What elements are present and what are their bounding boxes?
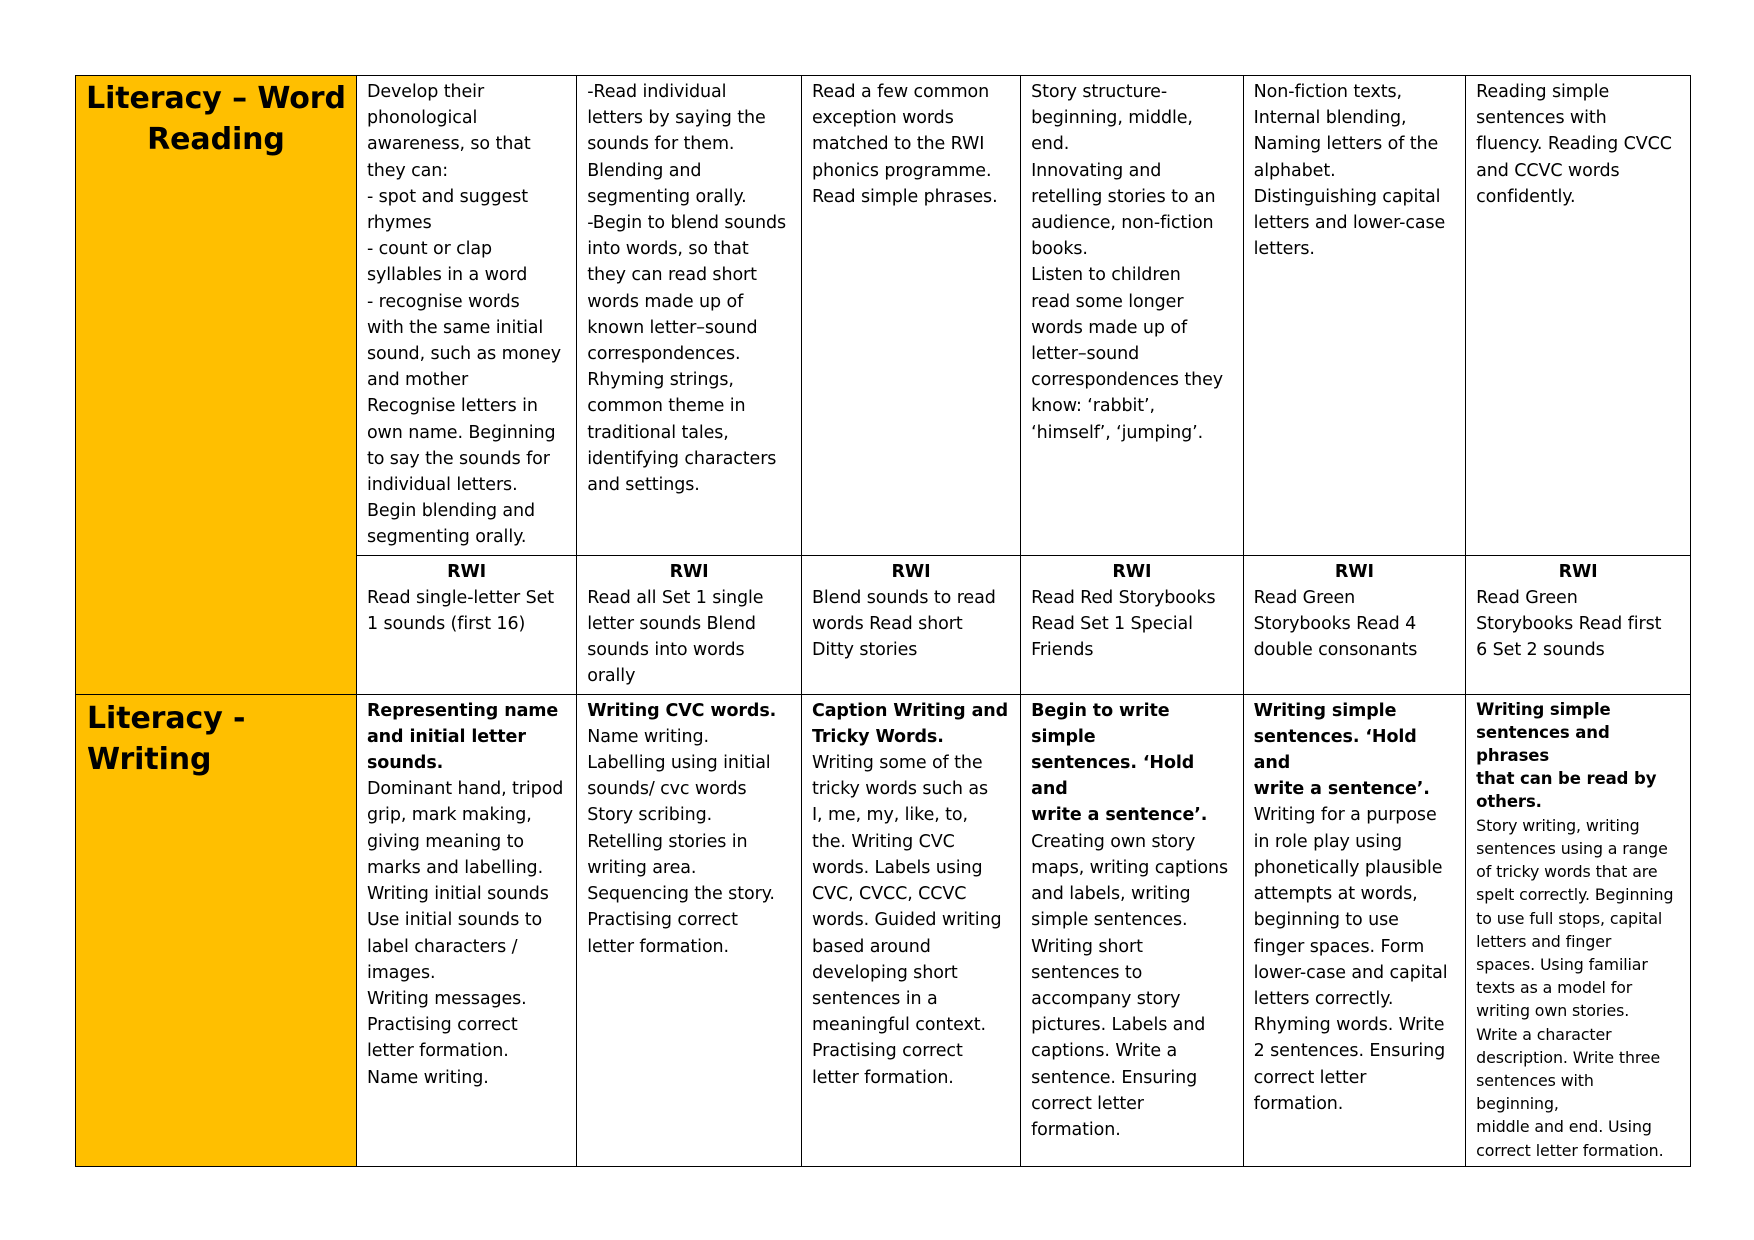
text-line: words. Guided writing bbox=[811, 910, 1002, 931]
focus-heading-line: sentences. ‘Hold and bbox=[1253, 726, 1423, 774]
writing-cell bbox=[1466, 694, 1691, 1166]
text-line: and settings. bbox=[587, 475, 700, 496]
text-line: Read Red Storybooks bbox=[1031, 587, 1216, 608]
text-line: CVC, CVCC, CCVC bbox=[811, 884, 967, 905]
text-line: sounds/ cvc words bbox=[587, 779, 747, 800]
writing-cell bbox=[577, 694, 802, 1166]
text-line: based around bbox=[811, 936, 931, 957]
text-line: letter formation. bbox=[811, 1067, 954, 1088]
text-line: images. bbox=[366, 962, 436, 983]
text-line: retelling stories to an bbox=[1031, 186, 1216, 207]
text-line: Non-fiction texts, bbox=[1253, 82, 1402, 102]
text-line: -Begin to blend sounds bbox=[587, 213, 786, 234]
text-line: own name. Beginning bbox=[366, 422, 556, 443]
text-line: letter formation. bbox=[587, 936, 730, 957]
text-line: Writing for a purpose bbox=[1253, 805, 1437, 826]
text-line: label characters / bbox=[366, 936, 518, 957]
rwi-cell bbox=[801, 555, 1020, 694]
text-line: Writing messages. bbox=[366, 988, 527, 1009]
text-line: 1 sounds (first 16) bbox=[366, 614, 526, 635]
rwi-heading: RWI bbox=[1334, 561, 1374, 582]
text-line: words made up of bbox=[587, 291, 744, 312]
text-line: Friends bbox=[1031, 640, 1094, 661]
text-line: - recognise words bbox=[366, 291, 520, 312]
text-line: sentence. Ensuring bbox=[1031, 1067, 1198, 1088]
text-line: common theme in bbox=[587, 396, 746, 417]
text-line: Naming letters of the bbox=[1253, 134, 1439, 155]
subject-cell-word-reading bbox=[76, 76, 357, 695]
rwi-cell bbox=[1466, 555, 1691, 694]
text-line: Writing some of the bbox=[811, 753, 983, 774]
text-line: Sequencing the story. bbox=[587, 884, 775, 905]
text-line: audience, non-fiction bbox=[1031, 213, 1214, 234]
text-line: -Read individual bbox=[587, 82, 727, 102]
text-line: syllables in a word bbox=[366, 265, 528, 286]
text-line: sentences using a range bbox=[1476, 838, 1668, 858]
text-line: Writing short bbox=[1031, 936, 1143, 957]
text-line: letters. bbox=[1253, 239, 1315, 260]
text-line: confidently. bbox=[1476, 186, 1576, 207]
writing-cell bbox=[801, 694, 1020, 1166]
text-line: Story writing, writing bbox=[1476, 815, 1640, 835]
rwi-heading: RWI bbox=[447, 561, 487, 582]
text-line: Ditty stories bbox=[811, 640, 918, 661]
subject-title-line: Literacy – Word bbox=[86, 81, 346, 116]
text-line: pictures. Labels and bbox=[1031, 1015, 1206, 1036]
text-line: awareness, so that bbox=[366, 134, 531, 155]
text-line: grip, mark making, bbox=[366, 805, 532, 826]
text-line: sounds into words bbox=[587, 640, 745, 661]
text-line: identifying characters bbox=[587, 448, 777, 469]
rwi-cell bbox=[356, 555, 576, 694]
text-line: meaningful context. bbox=[811, 1015, 986, 1036]
text-line: and mother bbox=[366, 370, 469, 391]
text-line: developing short bbox=[811, 962, 958, 983]
text-line: in role play using bbox=[1253, 831, 1402, 852]
text-line: Rhyming strings, bbox=[587, 370, 734, 391]
text-line: giving meaning to bbox=[366, 831, 525, 852]
text-line: marks and labelling. bbox=[366, 857, 544, 878]
text-line: double consonants bbox=[1253, 640, 1418, 661]
focus-heading-line: Writing CVC words. bbox=[587, 700, 777, 721]
text-line: and CCVC words bbox=[1476, 160, 1620, 181]
focus-heading-line: Caption Writing and bbox=[811, 700, 1009, 721]
text-line: Story scribing. bbox=[587, 805, 713, 826]
text-line: writing area. bbox=[587, 857, 697, 878]
text-line: letter formation. bbox=[366, 1041, 509, 1062]
text-line: Storybooks Read first bbox=[1476, 614, 1662, 635]
text-line: sounds for them. bbox=[587, 134, 735, 155]
text-line: rhymes bbox=[366, 213, 432, 234]
text-line: Name writing. bbox=[366, 1067, 489, 1088]
text-line: Practising correct bbox=[366, 1015, 518, 1036]
text-line: Storybooks Read 4 bbox=[1253, 614, 1417, 635]
text-line: spaces. Using familiar bbox=[1476, 954, 1648, 974]
writing-cell bbox=[356, 694, 576, 1166]
text-line: sentences to bbox=[1031, 962, 1143, 983]
text-line: captions. Write a bbox=[1031, 1041, 1178, 1062]
text-line: correspondences they bbox=[1031, 370, 1224, 391]
text-line: correct letter bbox=[1253, 1067, 1367, 1088]
text-line: texts as a model for bbox=[1476, 978, 1633, 998]
text-line: books. bbox=[1031, 239, 1088, 260]
text-line: Listen to children bbox=[1031, 265, 1181, 286]
focus-heading-line: Writing simple bbox=[1253, 700, 1397, 721]
text-line: Blend sounds to read bbox=[811, 587, 996, 608]
text-line: letter–sound bbox=[1031, 344, 1140, 365]
text-line: Internal blending, bbox=[1253, 108, 1407, 129]
text-line: the. Writing CVC bbox=[811, 831, 955, 852]
focus-heading-line: write a sentence’. bbox=[1031, 805, 1208, 826]
text-line: words made up of bbox=[1031, 317, 1188, 338]
text-line: to say the sounds for bbox=[366, 448, 550, 469]
text-line: alphabet. bbox=[1253, 160, 1336, 181]
rwi-heading: RWI bbox=[891, 561, 931, 582]
writing-row bbox=[76, 694, 1691, 1166]
text-line: 6 Set 2 sounds bbox=[1476, 640, 1605, 661]
text-line: - spot and suggest bbox=[366, 186, 529, 207]
text-line: Write a character bbox=[1476, 1024, 1612, 1044]
text-line: attempts at words, bbox=[1253, 884, 1418, 905]
text-line: Creating own story bbox=[1031, 831, 1196, 852]
text-line: Read simple phrases. bbox=[811, 186, 998, 207]
text-line: segmenting orally. bbox=[366, 527, 527, 548]
text-line: letters and finger bbox=[1476, 931, 1612, 951]
text-line: know: ‘rabbit’, bbox=[1031, 396, 1155, 417]
writing-cell bbox=[1021, 694, 1244, 1166]
text-line: - count or clap bbox=[366, 239, 493, 260]
text-line: sentences in a bbox=[811, 988, 938, 1009]
text-line: individual letters. bbox=[366, 475, 518, 496]
rwi-heading: RWI bbox=[669, 561, 709, 582]
text-line: exception words bbox=[811, 108, 954, 129]
text-line: simple sentences. bbox=[1031, 910, 1188, 931]
focus-heading-line: Representing name bbox=[366, 700, 559, 721]
rwi-heading: RWI bbox=[1112, 561, 1152, 582]
text-line: and labels, writing bbox=[1031, 884, 1191, 905]
text-line: Blending and bbox=[587, 160, 702, 181]
focus-heading-line: Writing simple bbox=[1476, 699, 1611, 719]
objectives-cell bbox=[1466, 76, 1691, 556]
objectives-cell bbox=[1021, 76, 1244, 556]
text-line: letters by saying the bbox=[587, 108, 766, 129]
text-line: beginning, middle, end. bbox=[1031, 108, 1199, 155]
text-line: fluency. Reading CVCC bbox=[1476, 134, 1672, 155]
focus-heading-line: sentences and phrases bbox=[1476, 722, 1616, 766]
text-line: words. Labels using bbox=[811, 857, 983, 878]
text-line: Writing initial sounds bbox=[366, 884, 549, 905]
text-line: Read Green bbox=[1476, 587, 1578, 608]
text-line: to use full stops, capital bbox=[1476, 908, 1663, 928]
text-line: they can read short bbox=[587, 265, 757, 286]
subject-title-line: Reading bbox=[147, 122, 285, 157]
text-line: known letter–sound bbox=[587, 317, 758, 338]
text-line: Name writing. bbox=[587, 726, 709, 747]
text-line: writing own stories. bbox=[1476, 1001, 1630, 1021]
text-line: letter sounds Blend bbox=[587, 614, 756, 635]
text-line: Use initial sounds to bbox=[366, 910, 543, 931]
text-line: description. Write three bbox=[1476, 1047, 1661, 1067]
text-line: with the same initial bbox=[366, 317, 544, 338]
text-line: Read all Set 1 single bbox=[587, 587, 764, 608]
text-line: letters and lower-case bbox=[1253, 213, 1446, 234]
objectives-cell bbox=[356, 76, 576, 556]
focus-heading-line: sentences. ‘Hold and bbox=[1031, 753, 1201, 800]
subject-title-line: Literacy - bbox=[87, 700, 246, 736]
objectives-cell bbox=[577, 76, 802, 556]
text-line: lower-case and capital bbox=[1253, 962, 1448, 983]
text-line: 2 sentences. Ensuring bbox=[1253, 1041, 1446, 1062]
text-line: Begin blending and bbox=[366, 501, 536, 522]
focus-heading-line: that can be read by bbox=[1476, 769, 1657, 789]
text-line: formation. bbox=[1253, 1093, 1344, 1114]
focus-heading-line: sounds. bbox=[366, 753, 444, 774]
text-line: correct letter formation. bbox=[1476, 1140, 1664, 1160]
text-line: letters correctly. bbox=[1253, 988, 1394, 1009]
text-line: matched to the RWI bbox=[811, 134, 985, 155]
text-line: traditional tales, bbox=[587, 422, 729, 443]
subject-title-line: Writing bbox=[87, 741, 212, 777]
objectives-cell bbox=[1243, 76, 1466, 556]
text-line: Read Green bbox=[1253, 587, 1356, 608]
text-line: phonics programme. bbox=[811, 160, 992, 181]
text-line: of tricky words that are bbox=[1476, 862, 1658, 882]
text-line: sentences with bbox=[1476, 108, 1607, 129]
text-line: I, me, my, like, to, bbox=[811, 805, 968, 826]
text-line: tricky words such as bbox=[811, 779, 988, 800]
text-line: phonetically plausible bbox=[1253, 857, 1443, 878]
word-reading-row-objectives bbox=[76, 76, 1691, 556]
text-line: Retelling stories in bbox=[587, 831, 748, 852]
text-line: Innovating and bbox=[1031, 160, 1162, 181]
text-line: beginning to use bbox=[1253, 910, 1399, 931]
writing-cell bbox=[1243, 694, 1466, 1166]
text-line: ‘himself’, ‘jumping’. bbox=[1031, 422, 1204, 443]
text-line: finger spaces. Form bbox=[1253, 936, 1425, 957]
text-line: they can: bbox=[366, 160, 449, 181]
text-line: Rhyming words. Write bbox=[1253, 1015, 1445, 1036]
curriculum-table bbox=[75, 75, 1691, 1167]
text-line: spelt correctly. Beginning bbox=[1476, 885, 1674, 905]
text-line: Reading simple bbox=[1476, 82, 1610, 102]
text-line: correspondences. bbox=[587, 344, 741, 365]
text-line: accompany story bbox=[1031, 988, 1181, 1009]
text-line: middle and end. Using bbox=[1476, 1117, 1652, 1137]
text-line: words Read short bbox=[811, 614, 963, 635]
focus-heading-line: Begin to write simple bbox=[1031, 700, 1176, 747]
text-line: Dominant hand, tripod bbox=[366, 779, 564, 800]
rwi-cell bbox=[577, 555, 802, 694]
text-line: orally bbox=[587, 666, 636, 687]
rwi-cell bbox=[1021, 555, 1244, 694]
text-line: Practising correct bbox=[811, 1041, 963, 1062]
text-line: Story structure- bbox=[1031, 82, 1168, 102]
text-line: read some longer bbox=[1031, 291, 1184, 312]
focus-heading-line: write a sentence’. bbox=[1253, 779, 1430, 800]
rwi-heading: RWI bbox=[1558, 561, 1598, 582]
text-line: maps, writing captions bbox=[1031, 857, 1228, 878]
text-line: phonological bbox=[366, 108, 478, 129]
text-line: sound, such as money bbox=[366, 344, 562, 365]
focus-heading-line: others. bbox=[1476, 792, 1542, 812]
text-line: into words, so that bbox=[587, 239, 749, 260]
focus-heading-line: Tricky Words. bbox=[811, 726, 944, 747]
text-line: Read Set 1 Special bbox=[1031, 614, 1193, 635]
text-line: Labelling using initial bbox=[587, 753, 771, 774]
subject-cell-writing bbox=[76, 694, 357, 1166]
text-line: formation. bbox=[1031, 1119, 1121, 1140]
text-line: sentences with beginning, bbox=[1476, 1070, 1599, 1114]
rwi-cell bbox=[1243, 555, 1466, 694]
text-line: Read a few common bbox=[811, 82, 990, 102]
text-line: correct letter bbox=[1031, 1093, 1144, 1114]
text-line: Distinguishing capital bbox=[1253, 186, 1441, 207]
objectives-cell bbox=[801, 76, 1020, 556]
text-line: Practising correct bbox=[587, 910, 738, 931]
text-line: Read single-letter Set bbox=[366, 587, 555, 608]
text-line: Recognise letters in bbox=[366, 396, 538, 417]
text-line: Develop their bbox=[366, 82, 485, 102]
text-line: segmenting orally. bbox=[587, 186, 747, 207]
focus-heading-line: and initial letter bbox=[366, 726, 526, 747]
